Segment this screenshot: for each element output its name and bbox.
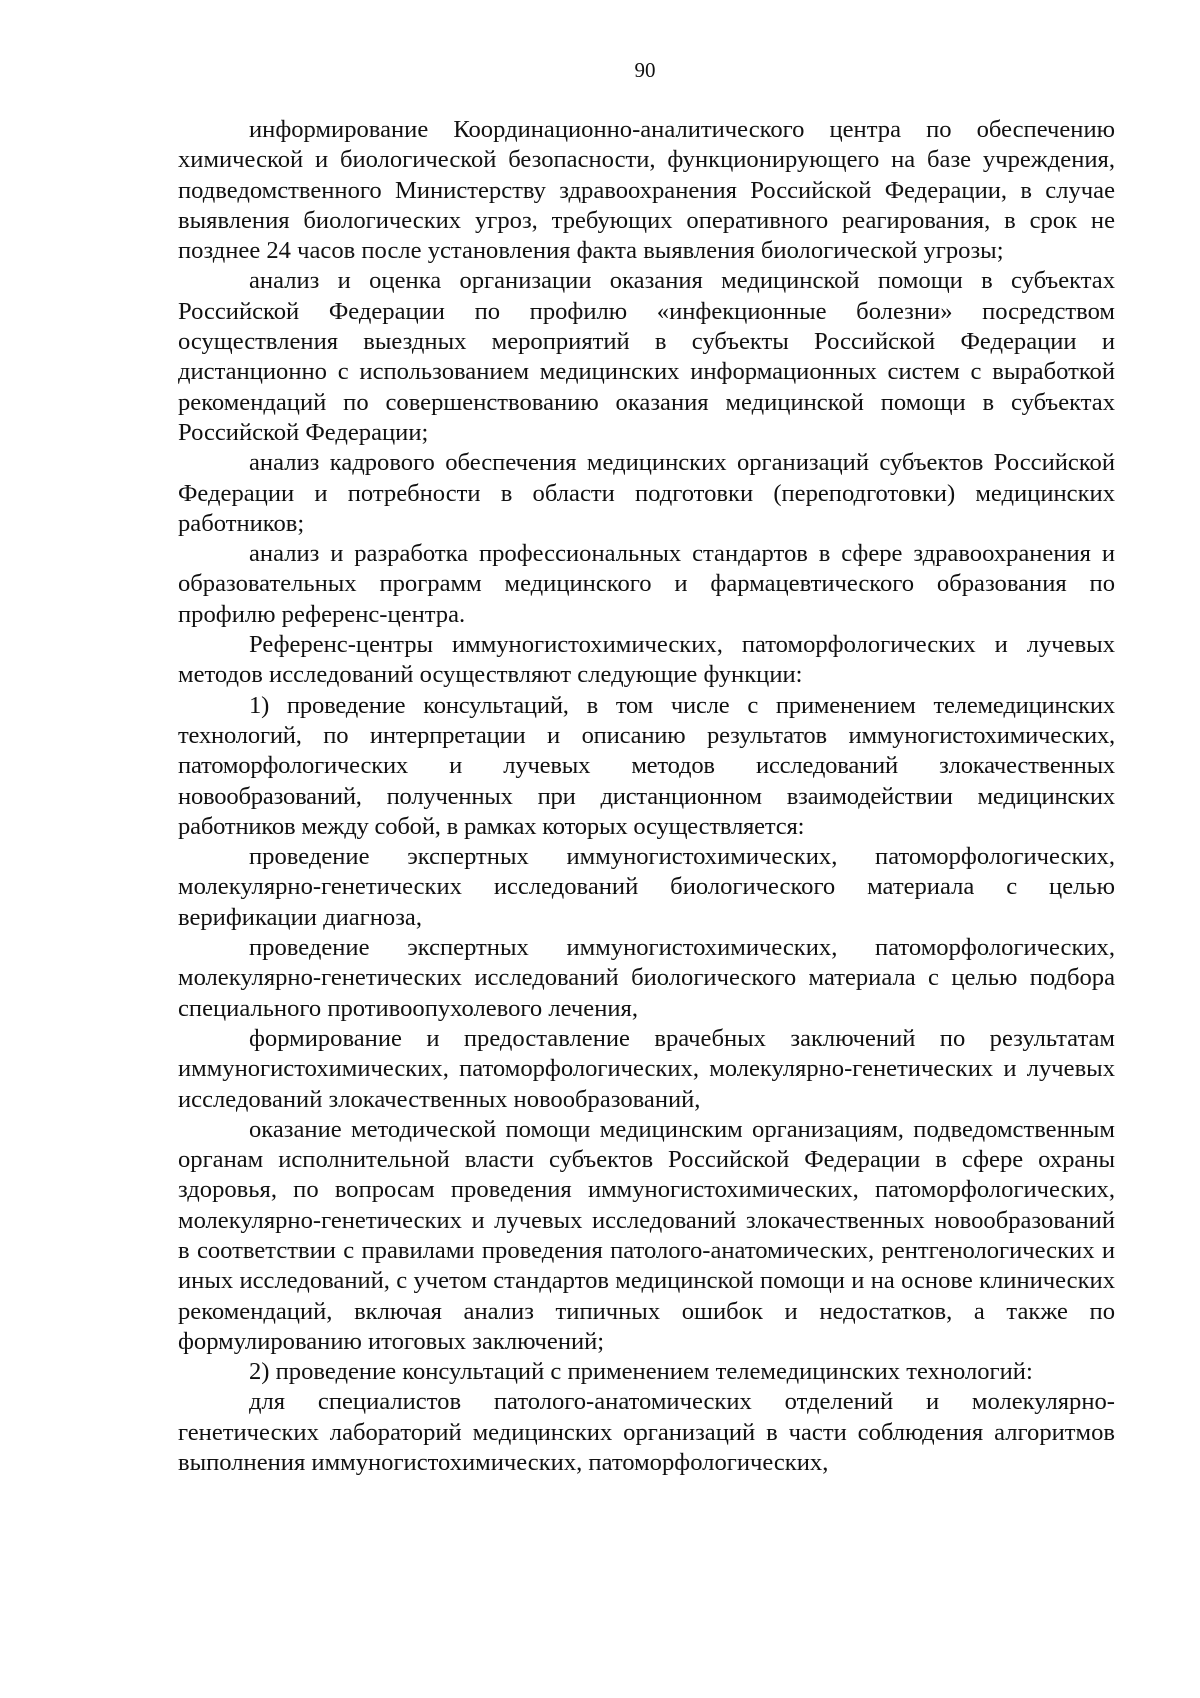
paragraph-expert-studies-diagnosis: проведение экспертных иммуногистохимических, патоморфологических, молекулярно-генетических исследований биологического материала с целью верификации диагноза,	[178, 843, 1115, 931]
paragraph-inform-coordination-center: информирование Координационно-аналитического центра по обеспечению химической и биологической безопасности, функционирующего на базе учреждения, подведомственного Министерству здравоохранения Российской Федерации, в случае выявления биологических угроз, требующих оперативного реагирования, в срок не позднее 24 часов после установления факта выявления биологической угрозы;	[178, 116, 1115, 265]
paragraph-medical-conclusions: формирование и предоставление врачебных заключений по результатам иммуногистохимических, патоморфологических, молекулярно-генетических и лучевых исследований злокачественных новообразований,	[178, 1024, 1115, 1113]
paragraph-staffing-analysis: анализ кадрового обеспечения медицинских организаций субъектов Российской Федерации и потребности в области подготовки (переподготовки) медицинских работников;	[178, 449, 1115, 537]
paragraph-analysis-medical-care: анализ и оценка организации оказания медицинской помощи в субъектах Российской Федерации по профилю «инфекционные болезни» посредством осуществления выездных мероприятий в субъекты Российской Федерации и дистанционно с использованием медицинских информационных систем с выработкой рекомендаций по совершенствованию оказания медицинской помощи в субъектах Российской Федерации;	[178, 267, 1115, 446]
paragraph-expert-studies-treatment: проведение экспертных иммуногистохимических, патоморфологических, молекулярно-генетических исследований биологического материала с целью подбора специального противоопухолевого лечения,	[178, 934, 1115, 1022]
paragraph-professional-standards: анализ и разработка профессиональных стандартов в сфере здравоохранения и образовательных программ медицинского и фармацевтического образования по профилю референс-центра.	[178, 540, 1115, 628]
page-number: 90	[634, 58, 656, 82]
paragraph-reference-centers-functions: Референс-центры иммуногистохимических, патоморфологических и лучевых методов исследований осуществляют следующие функции:	[178, 631, 1115, 689]
paragraph-specialists-consultations: для специалистов патолого-анатомических отделений и молекулярно-генетических лабораторий медицинских организаций в части соблюдения алгоритмов выполнения иммуногистохимических, патоморфологических,	[178, 1388, 1115, 1477]
document-body	[178, 115, 1115, 1478]
paragraph-methodological-assistance: оказание методической помощи медицинским организациям, подведомственным органам исполнительной власти субъектов Российской Федерации в сфере охраны здоровья, по вопросам проведения иммуногистохимических, патоморфологических, молекулярно-генетических и лучевых исследований злокачественных новообразований в соответствии с правилами проведения патолого-анатомических, рентгенологических и иных исследований, с учетом стандартов медицинской помощи и на основе клинических рекомендаций, включая анализ типичных ошибок и недостатков, а также по формулированию итоговых заключений;	[178, 1115, 1115, 1355]
paragraph-function-2-telemedicine: 2) проведение консультаций с применением телемедицинских технологий:	[249, 1358, 1033, 1386]
paragraph-function-1-consultations: 1) проведение консультаций, в том числе с применением телемедицинских технологий, по интерпретации и описанию результатов иммуногистохимических, патоморфологических и лучевых методов исследований злокачественных новообразований, полученных при дистанционном взаимодействии медицинских работников между собой, в рамках которых осуществляется:	[178, 691, 1115, 840]
